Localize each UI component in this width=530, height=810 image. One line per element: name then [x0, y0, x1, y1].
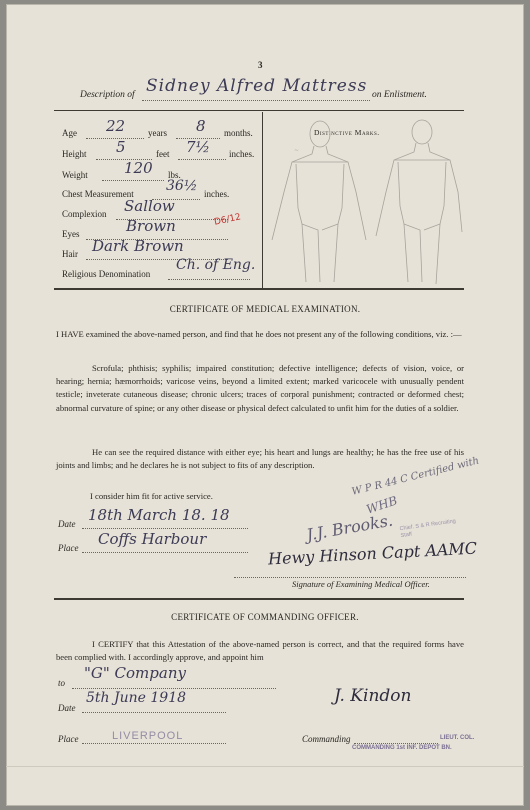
lbs-label: lbs.: [168, 170, 181, 180]
enlistment-document: [6, 4, 524, 806]
commanding-date-label: Date: [58, 703, 76, 713]
lieut-col-stamp: LIEUT. COL.: [440, 735, 475, 741]
height-feet-value: 5: [116, 138, 126, 156]
to-label: to: [58, 678, 66, 688]
height-inches-value: 7½: [186, 138, 211, 156]
name-dotted-line: [142, 100, 370, 101]
hair-label: Hair: [62, 249, 78, 259]
signature-brooks: J.J. Brooks.: [305, 510, 395, 545]
medical-date-value: 18th March 18. 18: [88, 506, 230, 524]
commanding-place-dots: [82, 743, 226, 744]
depot-stamp: COMMANDING 1st INF. DEPOT BN.: [352, 745, 452, 751]
commanding-label: Commanding: [302, 734, 351, 744]
commanding-officer-signature: J. Kindon: [334, 686, 412, 706]
age-years-value: 22: [106, 117, 126, 135]
medical-para-3: He can see the required distance with either eye; his heart and lungs are healthy; he has the free use of his joints and limbs; and he declares he is not subject to fits of any description.: [56, 447, 464, 471]
inches-label: inches.: [229, 149, 255, 159]
medical-signature-dots: [234, 577, 466, 578]
header-suffix: on Enlistment.: [372, 90, 427, 100]
age-label: Age: [62, 128, 77, 138]
medical-place-value: Coffs Harbour: [98, 530, 207, 548]
fit-for-service-line: I consider him fit for active service.: [90, 491, 213, 501]
religion-value: Ch. of Eng.: [176, 257, 256, 273]
chest-label: Chest Measurement: [62, 189, 134, 199]
weight-value: 120: [124, 159, 153, 177]
medical-place-dots: [82, 552, 248, 553]
body-outline-figures: [262, 112, 464, 288]
complexion-value: Sallow: [124, 197, 175, 215]
paper-crease: [6, 766, 524, 767]
height-dots-2: [178, 159, 226, 160]
margin-annotation: W P R 44 C Certified with: [350, 455, 481, 498]
medical-para-1: I HAVE examined the above-named person, and find that he does not present any of the following conditions, viz. :—: [56, 329, 462, 339]
weight-label: Weight: [62, 170, 88, 180]
medical-signature-label: Signature of Examining Medical Officer.: [292, 579, 430, 589]
eyes-label: Eyes: [62, 229, 80, 239]
section-rule-2: [54, 598, 464, 600]
initials: WHB: [364, 493, 400, 517]
commanding-date-dots: [82, 712, 226, 713]
commanding-place-label: Place: [58, 734, 79, 744]
years-label: years: [148, 128, 167, 138]
place-stamp: LIVERPOOL: [112, 730, 184, 742]
religion-dots: [168, 279, 250, 280]
recruit-name: Sidney Alfred Mattress: [146, 76, 368, 96]
months-label: months.: [224, 128, 253, 138]
page-number: 3: [258, 60, 263, 70]
commanding-para-1: I CERTIFY that this Attestation of the above-named person is correct, and that the required forms have been complied with. I accordingly approve, and appoint him: [56, 639, 464, 663]
medical-para-2: Scrofula; phthisis; syphilis; impaired constitution; defective intelligence; defects of vision, voice, or hearing; hernia; hæmorrhoids; varicose veins, beyond a limited extent; marked varicocele with unusually pendent testicle; inveterate cutaneous disease; chronic ulcers; traces of corporal punishment; contracted or deformed chest; abnormal curvature of spine; or any other disease or physical defect calculated to unfit him for the duties of a soldier.: [56, 363, 464, 413]
weight-dots: [102, 180, 164, 181]
medical-certificate-title: CERTIFICATE OF MEDICAL EXAMINATION.: [169, 304, 361, 314]
signature-medical-officer: Hewy Hinson Capt AAMC: [267, 538, 478, 569]
eyes-red-note: D6/12: [213, 212, 242, 228]
medical-date-label: Date: [58, 519, 76, 529]
hair-value: Dark Brown: [92, 237, 184, 255]
chest-value: 36½: [166, 178, 198, 194]
eyes-value: Brown: [126, 217, 176, 235]
header-prefix: Description of: [80, 90, 135, 100]
company-dots: [72, 688, 276, 689]
commanding-dots: [354, 743, 438, 744]
medical-date-dots: [82, 528, 248, 529]
feet-label: feet: [156, 149, 170, 159]
age-months-value: 8: [196, 117, 206, 135]
chest-inches-label: inches.: [204, 189, 230, 199]
age-dots-1: [86, 138, 144, 139]
commanding-date-value: 5th June 1918: [86, 690, 187, 706]
section-rule-1: [54, 288, 464, 290]
complexion-label: Complexion: [62, 209, 107, 219]
company-value: "G" Company: [84, 664, 186, 682]
commanding-certificate-title: CERTIFICATE OF COMMANDING OFFICER.: [171, 612, 359, 622]
svg-text:~: ~: [294, 147, 300, 154]
religion-label: Religious Denomination: [62, 269, 151, 279]
recruiting-staff-stamp: Chief. S & R Recruiting Staff: [399, 518, 457, 540]
distinctive-marks-label: Distinctive Marks.: [314, 128, 380, 137]
height-label: Height: [62, 149, 87, 159]
medical-place-label: Place: [58, 543, 79, 553]
